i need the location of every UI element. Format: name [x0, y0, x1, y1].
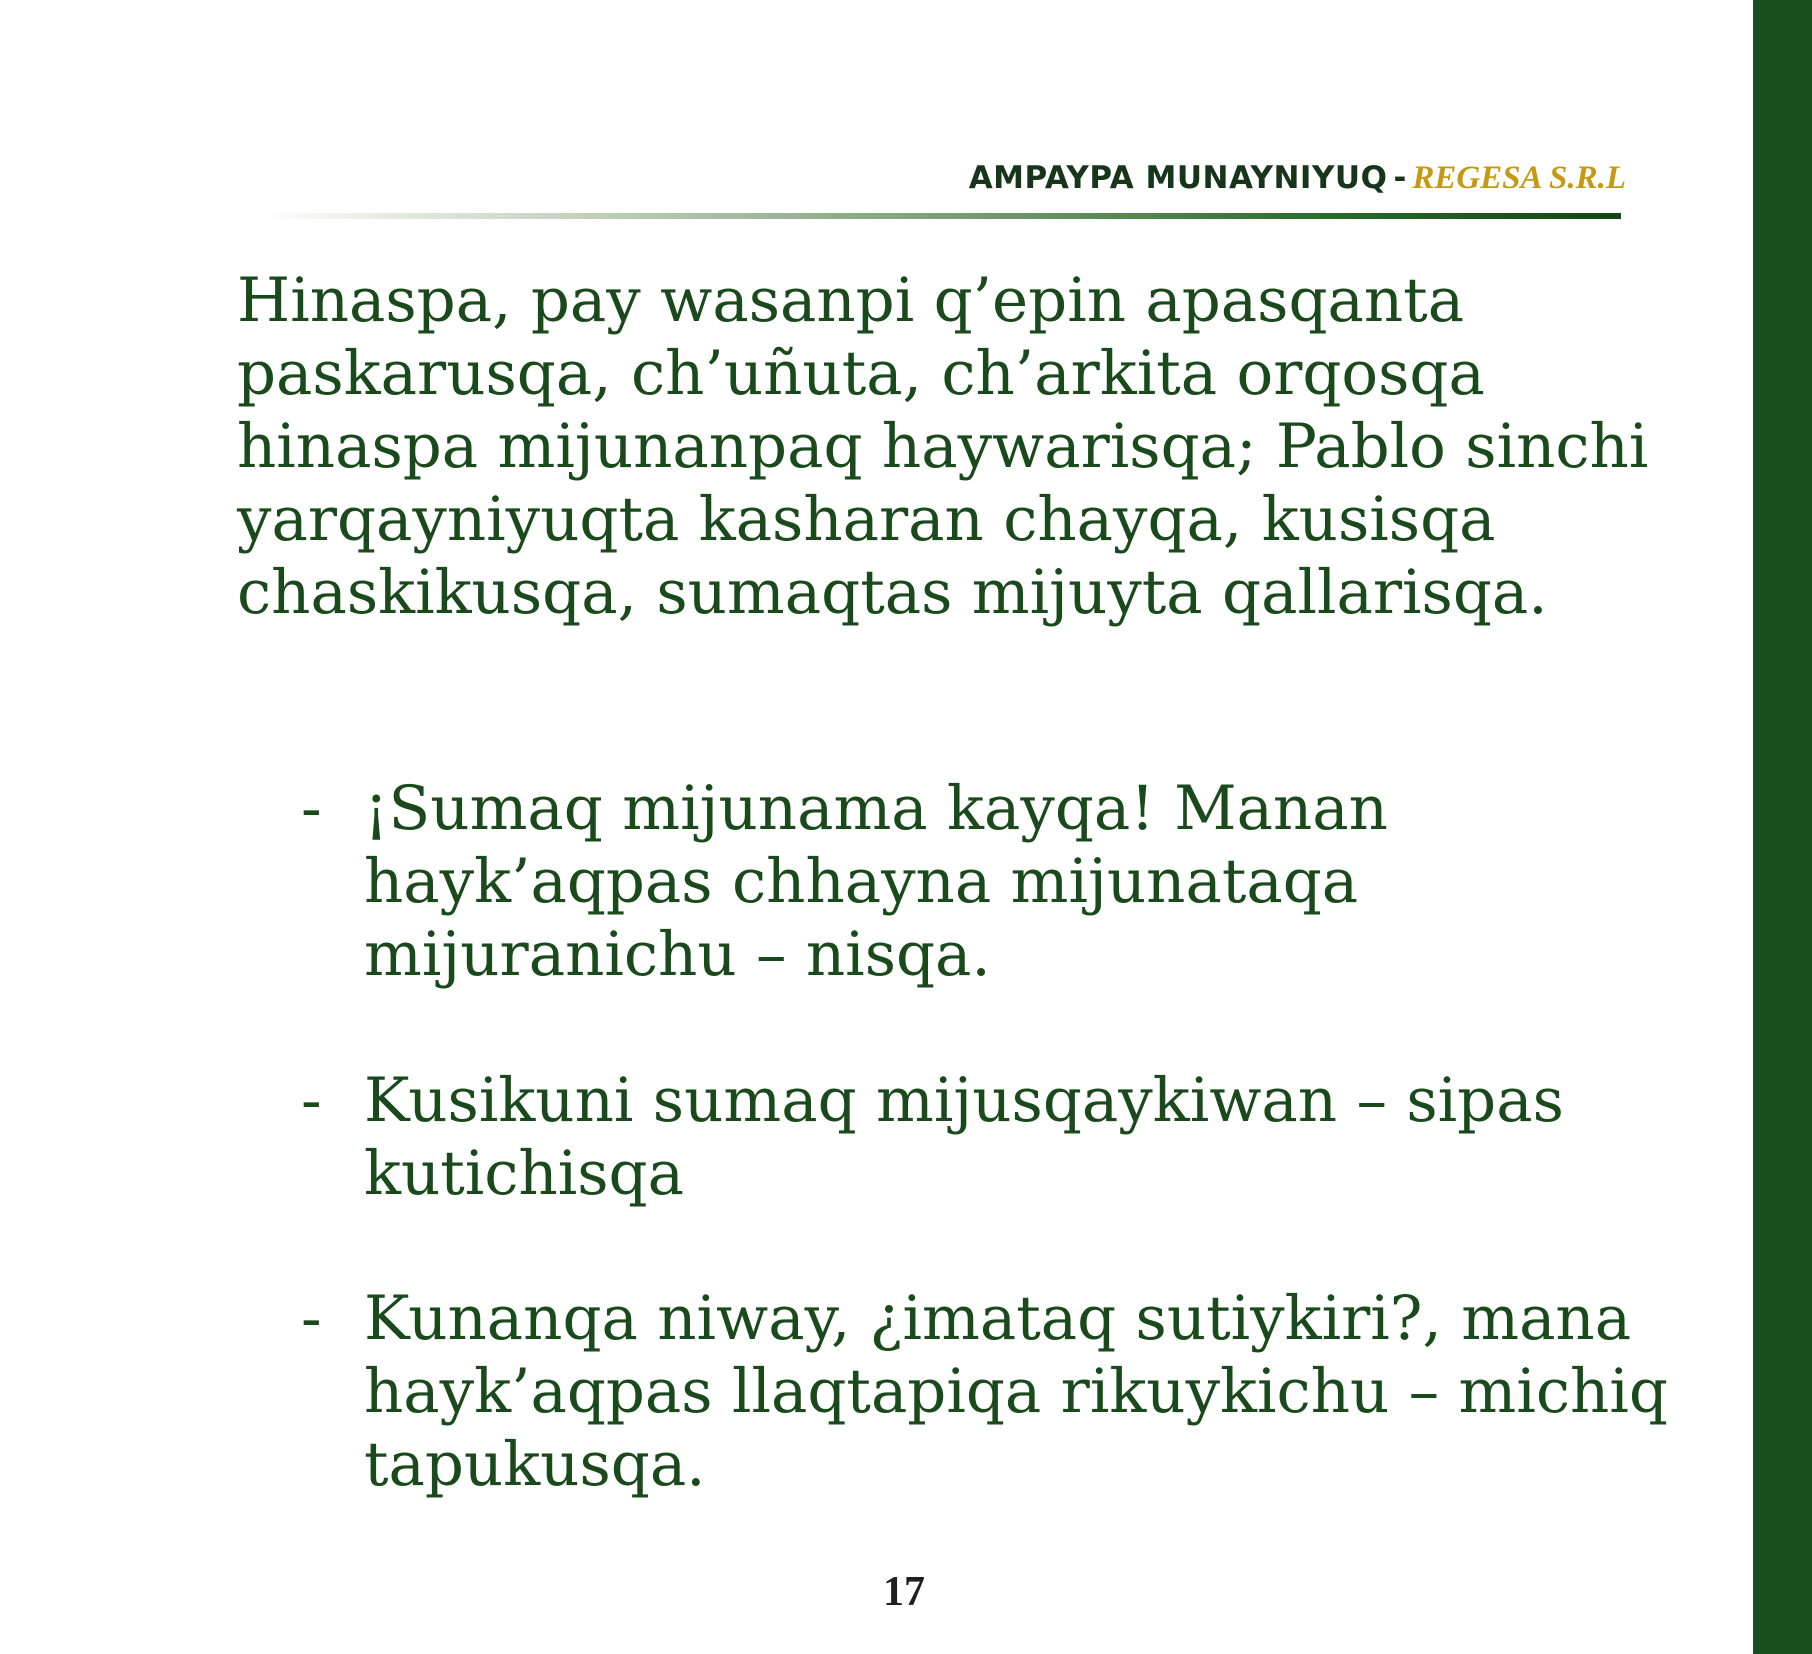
- dialogue-dash: -: [301, 773, 322, 844]
- dialogue-text: ¡Sumaq mijunama kayqa! Manan hayk’aqpas chhayna mijunataqa mijuranichu – nisqa.: [364, 773, 1388, 990]
- main-paragraph: Hinaspa, pay wasanpi q’epin apasqanta paskarusqa, ch’uñuta, ch’arkita orqosqa hinaspa mijunanpaq haywarisqa; Pablo sinchi yarqayniyuqta kasharan chayqa, kusisqa chaskikusqa, sumaqtas mijuyta qallarisqa.: [237, 265, 1649, 628]
- page-number: [0, 1568, 1812, 1616]
- side-color-bar: [1753, 0, 1812, 1654]
- dialogue-line: [237, 772, 1677, 991]
- header-divider: [260, 213, 1621, 219]
- running-header: [969, 160, 1626, 196]
- header-company-name: REGESA S.R.L: [1412, 160, 1626, 196]
- header-separator: -: [1393, 160, 1407, 196]
- dialogue-text: Kusikuni sumaq mijusqaykiwan – sipas kutichisqa: [364, 1065, 1564, 1209]
- dialogue-text: Kunanqa niway, ¿imataq sutiykiri?, mana hayk’aqpas llaqtapiqa rikuykichu – michiq tapukusqa.: [364, 1283, 1668, 1500]
- page-number-value: 17: [883, 1569, 925, 1615]
- header-title: AMPAYPA MUNAYNIYUQ: [968, 160, 1388, 196]
- dialogue-line: [237, 1282, 1677, 1501]
- dialogue-line: [237, 1064, 1677, 1210]
- dialogue-dash: -: [301, 1283, 322, 1354]
- dialogue-dash: -: [301, 1065, 322, 1136]
